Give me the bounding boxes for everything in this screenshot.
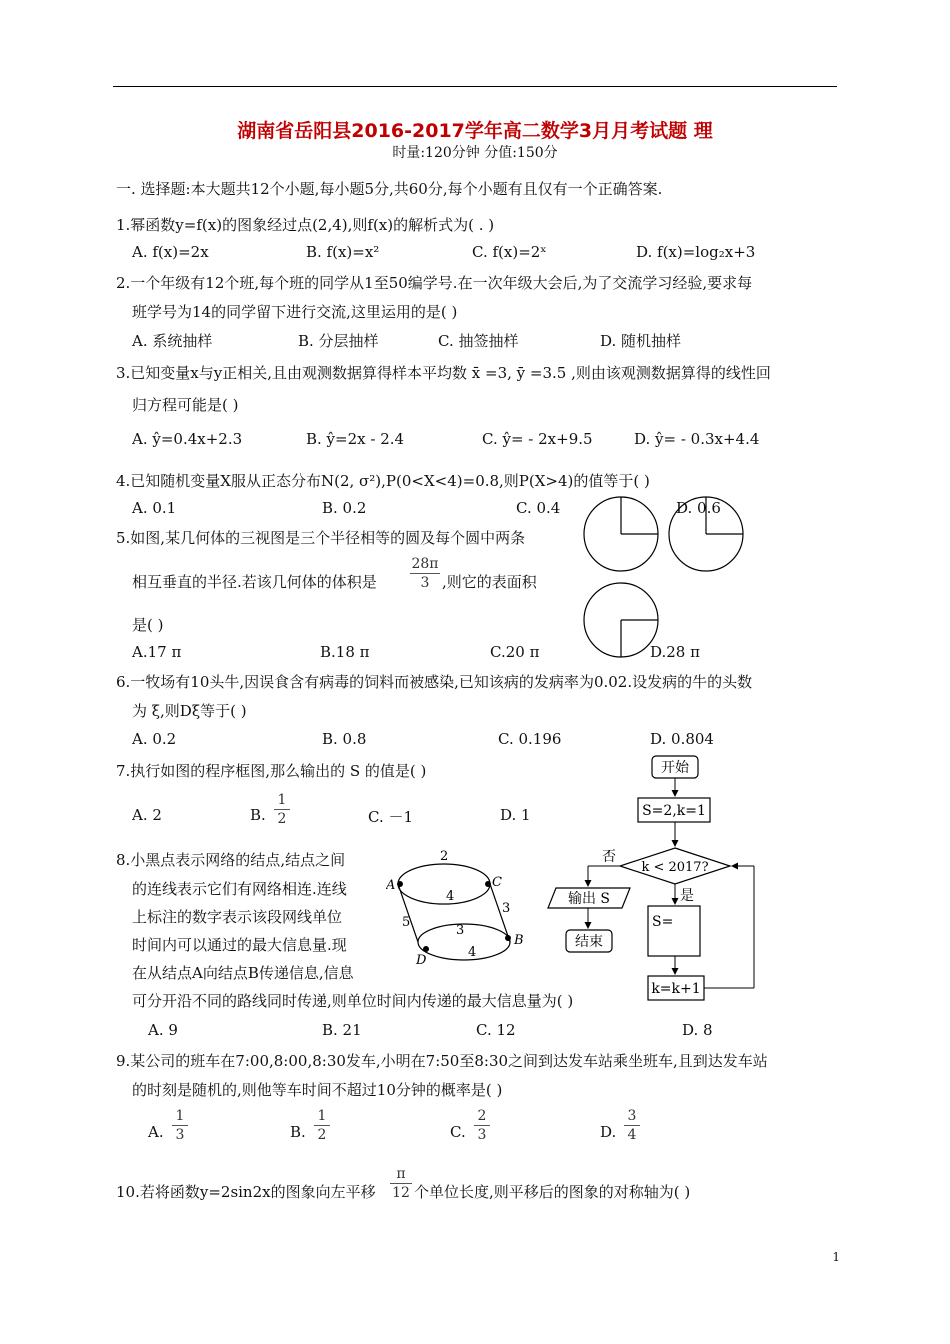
q3-option-c: C. ŷ= - 2x+9.5 [482, 430, 593, 448]
q9-option-b-fraction: 1 2 [314, 1108, 330, 1143]
node-c-label: C [492, 875, 502, 890]
three-view-diagram [578, 496, 750, 662]
q5-option-b: B.18 π [320, 643, 370, 661]
q2-option-d: D. 随机抽样 [600, 332, 682, 350]
q9-option-c-fraction: 2 3 [474, 1108, 490, 1143]
edge-ad-label: 5 [402, 915, 411, 930]
question-2-line2: 班学号为14的同学留下进行交流,这里运用的是( ) [132, 303, 458, 321]
q5-volume-fraction: 28π 3 [411, 556, 439, 591]
q4-option-c: C. 0.4 [516, 499, 561, 517]
node-d-label: D [416, 953, 427, 968]
q7-option-b-label: B. [250, 806, 266, 824]
q9-option-d-fraction: 3 4 [624, 1108, 640, 1143]
q3-option-a: A. ŷ=0.4x+2.3 [132, 430, 243, 448]
edge-db-mid-label: 3 [456, 923, 465, 938]
q1-option-b: B. f(x)=x² [306, 243, 380, 261]
question-10-part2: 个单位长度,则平移后的图象的对称轴为( ) [414, 1183, 691, 1201]
section-heading: 一. 选择题:本大题共12个小题,每小题5分,共60分,每个小题有且仅有一个正确答案. [116, 180, 663, 198]
q8-option-a: A. 9 [148, 1021, 178, 1039]
question-7: 7.执行如图的程序框图,那么输出的 S 的值是( ) [116, 762, 427, 780]
q6-option-c: C. 0.196 [498, 730, 562, 748]
question-9-line1: 9.某公司的班车在7:00,8:00,8:30发车,小明在7:50至8:30之间到达发车站乘坐班车,且到达发车站 [116, 1052, 768, 1070]
q4-option-b: B. 0.2 [322, 499, 367, 517]
exam-info: 时量:120分钟 分值:150分 [392, 145, 558, 161]
q9-option-b-label: B. [290, 1123, 306, 1141]
flow-output: 输出 S [567, 891, 611, 907]
question-8-line6: 可分开沿不同的路线同时传递,则单位时间内传递的最大信息量为( ) [132, 992, 574, 1010]
question-4: 4.已知随机变量X服从正态分布N(2, σ²),P(0<X<4)=0.8,则P(X>4)的值等于( ) [116, 472, 650, 490]
flow-no-label: 否 [602, 849, 616, 865]
question-6-line1: 6.一牧场有10头牛,因误食含有病毒的饲料而被感染,已知该病的发病率为0.02.设发病的牛的头数 [116, 673, 753, 691]
flow-yes-label: 是 [680, 888, 694, 904]
question-5-line1: 5.如图,某几何体的三视图是三个半径相等的圆及每个圆中两条 [116, 529, 526, 547]
node-a-dot [397, 881, 403, 887]
q5-option-a: A.17 π [132, 643, 182, 661]
q7-option-b-fraction: 1 2 [274, 792, 290, 827]
question-8-line4: 时间内可以通过的最大信息量.现 [132, 936, 347, 954]
q8-option-d: D. 8 [682, 1021, 713, 1039]
network-diagram [386, 846, 536, 970]
q8-option-b: B. 21 [322, 1021, 362, 1039]
q2-option-c: C. 抽签抽样 [438, 332, 519, 350]
flow-end: 结束 [575, 934, 603, 950]
q3-option-d: D. ŷ= - 0.3x+4.4 [634, 430, 760, 448]
page-number: 1 [832, 1250, 840, 1264]
flow-condition: k < 2017? [641, 860, 709, 875]
flow-assign: S= [652, 914, 674, 930]
q4-option-d: D. 0.6 [676, 499, 721, 517]
node-d-dot [423, 946, 429, 952]
q9-option-a-fraction: 1 3 [172, 1108, 188, 1143]
question-8-line5: 在从结点A向结点B传递信息,信息 [132, 964, 354, 982]
edge-db-bot-label: 4 [468, 945, 477, 960]
q3-option-b: B. ŷ=2x - 2.4 [306, 430, 405, 448]
question-9-line2: 的时刻是随机的,则他等车时间不超过10分钟的概率是( ) [132, 1081, 503, 1099]
node-c-dot [485, 881, 491, 887]
q8-option-c: C. 12 [476, 1021, 516, 1039]
q9-option-c-label: C. [450, 1123, 466, 1141]
q7-option-a: A. 2 [132, 806, 162, 824]
flow-init: S=2,k=1 [642, 803, 706, 819]
header-rule [113, 86, 837, 87]
question-10-part1: 10.若将函数y=2sin2x的图象向左平移 [116, 1183, 376, 1201]
q9-option-a-label: A. [148, 1123, 164, 1141]
node-b-dot [505, 935, 511, 941]
q7-option-c: C. －1 [368, 808, 414, 826]
flowchart-diagram [540, 752, 780, 1020]
question-2-line1: 2.一个年级有12个班,每个班的同学从1至50编学号.在一次年级大会后,为了交流学习经验,要求每 [116, 274, 753, 292]
question-8-line1: 8.小黑点表示网络的结点,结点之间 [116, 851, 346, 869]
edge-ac-mid-label: 4 [446, 889, 455, 904]
q1-option-a: A. f(x)=2x [132, 243, 209, 261]
q2-option-a: A. 系统抽样 [132, 332, 213, 350]
q9-option-d-label: D. [600, 1123, 617, 1141]
q5-option-c: C.20 π [490, 643, 540, 661]
question-5-line2b: ,则它的表面积 [442, 573, 537, 591]
q5-option-d: D.28 π [650, 643, 700, 661]
node-b-label: B [514, 933, 524, 948]
edge-ac-top-label: 2 [440, 849, 449, 864]
page-title: 湖南省岳阳县2016-2017学年高二数学3月月考试题 理 [237, 120, 713, 142]
question-8-line3: 上标注的数字表示该段网线单位 [132, 908, 343, 926]
question-1: 1.幂函数y=f(x)的图象经过点(2,4),则f(x)的解析式为( . ) [116, 216, 495, 234]
q10-shift-fraction: π 12 [390, 1166, 412, 1201]
question-8-line2: 的连线表示它们有网络相连.连线 [132, 880, 347, 898]
q4-option-a: A. 0.1 [132, 499, 177, 517]
flow-start: 开始 [661, 760, 689, 776]
q1-option-c: C. f(x)=2ˣ [472, 243, 547, 261]
question-6-line2: 为 ξ,则Dξ等于( ) [132, 702, 247, 720]
q6-option-b: B. 0.8 [322, 730, 367, 748]
question-3-line2: 归方程可能是( ) [132, 396, 239, 414]
q6-option-d: D. 0.804 [650, 730, 714, 748]
q7-option-d: D. 1 [500, 806, 531, 824]
edge-cb-label: 3 [502, 901, 511, 916]
question-3-line1: 3.已知变量x与y正相关,且由观测数据算得样本平均数 x̄ =3, ȳ =3.5 ,则由该观测数据算得的线性回 [116, 364, 771, 382]
q2-option-b: B. 分层抽样 [298, 332, 379, 350]
q6-option-a: A. 0.2 [132, 730, 177, 748]
question-5-line3: 是( ) [132, 616, 164, 634]
question-5-line2a: 相互垂直的半径.若该几何体的体积是 [132, 573, 377, 591]
node-a-label: A [386, 878, 396, 893]
flow-increment: k=k+1 [651, 981, 701, 997]
q1-option-d: D. f(x)=log₂x+3 [636, 243, 756, 261]
